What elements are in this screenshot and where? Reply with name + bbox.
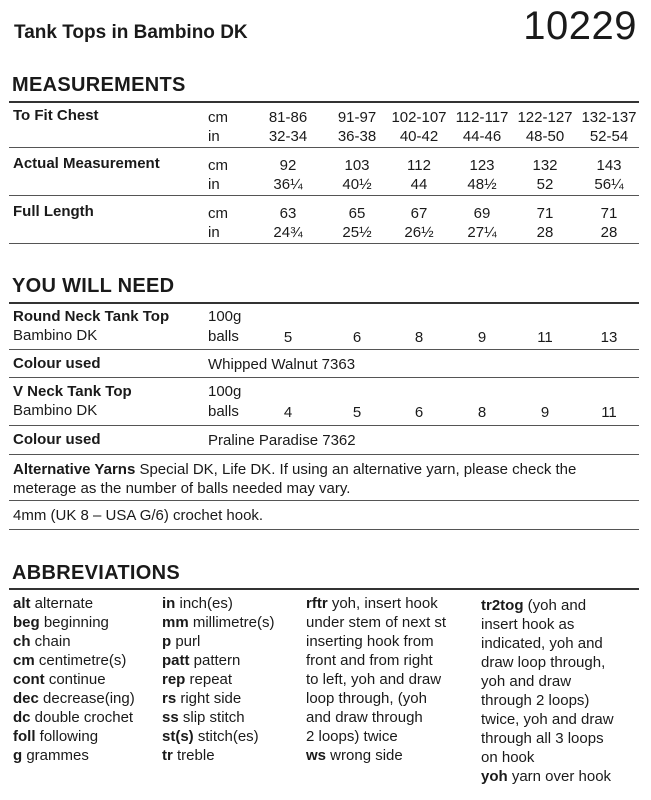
measurement-value: 40-42 [399,128,439,145]
ball-count: 5 [352,404,362,421]
abbreviation-entry [13,613,135,632]
abbreviation-meaning: decrease(ing) [38,690,135,707]
abbreviation-key: ch [13,633,31,650]
measurements-heading: MEASUREMENTS [12,74,186,96]
abbreviations-col-1 [13,594,135,765]
abbreviation-meaning: and draw through [306,709,423,726]
alt-yarns-text-2: meterage as the number of balls needed may vary. [13,480,351,497]
abbreviation-meaning: slip stitch [178,709,245,726]
measurement-value: 36-38 [337,128,377,145]
abbreviation-meaning: to left, yoh and draw [306,671,442,688]
ball-count: 5 [283,329,293,346]
measurement-value: 63 [279,205,297,222]
abbreviation-meaning: right side [176,690,242,707]
divider [9,147,639,148]
unit-label: in [208,128,220,145]
abbreviation-entry [481,691,614,710]
abbreviation-entry [13,632,135,651]
abbreviation-entry [13,594,135,613]
abbreviation-meaning: front and from right [306,652,433,669]
abbreviation-meaning: wrong side [326,747,403,764]
divider [9,425,639,426]
abbreviation-meaning: treble [172,747,215,764]
round-colour-label: Colour used [13,355,101,372]
abbreviation-entry [162,632,275,651]
abbreviation-meaning: double crochet [30,709,134,726]
measurement-value: 81-86 [268,109,308,126]
abbreviation-meaning: through 2 loops) [481,692,590,709]
ball-count: 11 [601,404,617,421]
unit-label: in [208,224,220,241]
abbreviation-key: cont [13,671,45,688]
measurement-value: 48½ [467,176,497,193]
abbreviation-meaning: (yoh and [523,597,587,614]
abbreviation-entry [306,670,446,689]
ball-count: 9 [540,404,550,421]
abbreviation-key: dc [13,709,31,726]
abbreviation-entry [162,746,275,765]
abbreviation-meaning: draw loop through, [481,654,606,671]
abbreviation-meaning: continue [44,671,106,688]
ball-count: 8 [477,404,487,421]
divider [9,101,639,103]
hook-size: 4mm (UK 8 – USA G/6) crochet hook. [13,507,264,524]
measurement-value: 65 [348,205,366,222]
abbreviation-meaning: repeat [185,671,233,688]
abbreviation-entry [162,689,275,708]
abbreviation-entry [481,615,614,634]
abbreviation-key: mm [162,614,189,631]
abbreviation-key: beg [13,614,40,631]
abbreviations-heading: ABBREVIATIONS [12,562,180,584]
abbreviation-meaning: yoh, insert hook [327,595,438,612]
abbreviation-meaning: stitch(es) [193,728,259,745]
abbreviation-key: rs [162,690,177,707]
abbreviation-key: g [13,747,23,764]
abbreviation-key: tr2tog [481,597,524,614]
abbreviation-entry [162,651,275,670]
abbreviation-meaning: through all 3 loops [481,730,604,747]
measurement-label: Actual Measurement [13,155,160,172]
abbreviation-meaning: beginning [39,614,109,631]
abbreviation-key: alt [13,595,31,612]
measurement-value: 132 [532,157,558,174]
abbreviation-meaning: yarn over hook [507,768,612,785]
measurement-value: 71 [536,205,554,222]
measurement-value: 32-34 [268,128,308,145]
measurement-value: 28 [600,224,618,241]
measurement-value: 26½ [404,224,434,241]
ball-count: 13 [600,329,618,346]
abbreviations-col-2 [162,594,275,765]
abbreviation-entry [481,767,614,786]
abbreviation-meaning: centimetre(s) [34,652,127,669]
divider [9,302,639,304]
abbreviation-entry [481,729,614,748]
abbreviation-entry [13,708,135,727]
abbreviation-key: cm [13,652,35,669]
ball-count: 4 [283,404,293,421]
abbreviation-entry [13,670,135,689]
unit-label: cm [208,157,228,174]
abbreviation-key: ws [306,747,327,764]
v-neck-unit: balls [208,403,239,420]
alt-yarns-text: Special DK, Life DK. If using an alternative yarn, please check the [135,461,577,478]
abbreviation-meaning: insert hook as [481,616,575,633]
measurement-value: 112 [407,157,431,174]
abbreviation-meaning: grammes [22,747,89,764]
v-neck-weight: 100g [208,383,242,400]
abbreviation-entry [306,651,446,670]
ball-count: 6 [352,329,362,346]
abbreviation-entry [13,651,135,670]
pattern-code: 10229 [523,4,637,48]
ball-count: 11 [537,329,553,346]
abbreviation-meaning: pattern [189,652,241,669]
divider [9,500,639,501]
abbreviation-meaning: on hook [481,749,535,766]
v-colour-label: Colour used [13,431,101,448]
measurement-value: 44 [410,176,428,193]
abbreviation-entry [481,634,614,653]
measurement-value: 25½ [342,224,372,241]
abbreviation-meaning: millimetre(s) [188,614,275,631]
measurement-value: 103 [344,157,370,174]
measurement-value: 56¼ [594,176,624,193]
measurement-value: 52 [536,176,554,193]
abbreviation-key: patt [162,652,190,669]
abbreviation-key: ss [162,709,179,726]
measurement-value: 92 [279,157,297,174]
unit-label: cm [208,205,228,222]
need-heading: YOU WILL NEED [12,275,175,297]
measurement-value: 123 [469,157,495,174]
v-colour-value: Praline Paradise 7362 [208,432,356,449]
abbreviation-meaning: under stem of next st [306,614,447,631]
v-neck-label: V Neck Tank Top [13,383,132,400]
divider [9,588,639,590]
abbreviation-key: rftr [306,595,328,612]
abbreviation-entry [162,727,275,746]
abbreviation-meaning: chain [30,633,71,650]
divider [9,349,639,350]
measurement-value: 91-97 [337,109,377,126]
measurement-label: To Fit Chest [13,107,99,124]
abbreviation-entry [306,613,446,632]
abbreviation-meaning: yoh and draw [481,673,572,690]
measurement-value: 132-137 [581,109,637,126]
abbreviation-key: p [162,633,172,650]
abbreviation-meaning: indicated, yoh and [481,635,603,652]
ball-count: 9 [477,329,487,346]
divider [9,454,639,455]
abbreviation-entry [162,594,275,613]
abbreviation-key: yoh [481,768,508,785]
measurement-value: 143 [596,157,622,174]
measurement-value: 71 [600,205,618,222]
abbreviation-meaning: inch(es) [175,595,233,612]
abbreviation-key: dec [13,690,39,707]
measurement-value: 69 [473,205,491,222]
measurement-value: 67 [410,205,428,222]
abbreviation-entry [481,653,614,672]
abbreviation-key: in [162,595,176,612]
measurement-value: 40½ [342,176,372,193]
abbreviation-entry [162,613,275,632]
abbreviation-meaning: purl [171,633,201,650]
abbreviation-entry [162,708,275,727]
abbreviation-entry [306,594,446,613]
abbreviation-key: st(s) [162,728,194,745]
abbreviation-key: foll [13,728,36,745]
measurement-value: 48-50 [525,128,565,145]
alternative-yarns [13,461,576,478]
divider [9,195,639,196]
alt-yarns-label: Alternative Yarns [13,461,136,478]
abbreviation-entry [481,748,614,767]
abbreviation-entry [306,632,446,651]
unit-label: cm [208,109,228,126]
measurement-value: 102-107 [391,109,447,126]
abbreviation-entry [306,727,446,746]
divider [9,377,639,378]
pattern-title: Tank Tops in Bambino DK [14,22,248,43]
abbreviations-col-4 [481,596,614,786]
measurement-value: 122-127 [517,109,573,126]
abbreviation-key: rep [162,671,186,688]
abbreviation-entry [306,689,446,708]
abbreviation-meaning: twice, yoh and draw [481,711,614,728]
abbreviation-entry [306,708,446,727]
abbreviation-entry [13,689,135,708]
round-colour-value: Whipped Walnut 7363 [208,356,356,373]
measurement-value: 28 [536,224,554,241]
ball-count: 8 [414,329,424,346]
abbreviation-meaning: inserting hook from [306,633,434,650]
measurement-value: 27¼ [467,224,497,241]
round-neck-label: Round Neck Tank Top [13,308,170,325]
divider [9,529,639,530]
abbreviation-entry [481,596,614,615]
abbreviation-meaning: 2 loops) twice [306,728,398,745]
abbreviation-entry [481,710,614,729]
round-neck-unit: balls [208,328,239,345]
abbreviation-meaning: alternate [30,595,94,612]
measurement-label: Full Length [13,203,94,220]
abbreviation-entry [13,746,135,765]
measurement-value: 36¼ [273,176,303,193]
v-neck-yarn: Bambino DK [13,402,98,419]
unit-label: in [208,176,220,193]
abbreviations-col-3 [306,594,446,765]
round-neck-weight: 100g [208,308,242,325]
measurement-value: 112-117 [455,109,509,126]
measurement-value: 52-54 [589,128,629,145]
abbreviation-entry [162,670,275,689]
divider [9,243,639,244]
abbreviation-meaning: following [35,728,99,745]
abbreviation-key: tr [162,747,173,764]
abbreviation-entry [481,672,614,691]
ball-count: 6 [414,404,424,421]
measurement-value: 44-46 [462,128,502,145]
abbreviation-meaning: loop through, (yoh [306,690,427,707]
abbreviation-entry [306,746,446,765]
measurement-value: 24¾ [273,224,303,241]
round-neck-yarn: Bambino DK [13,327,98,344]
abbreviation-entry [13,727,135,746]
